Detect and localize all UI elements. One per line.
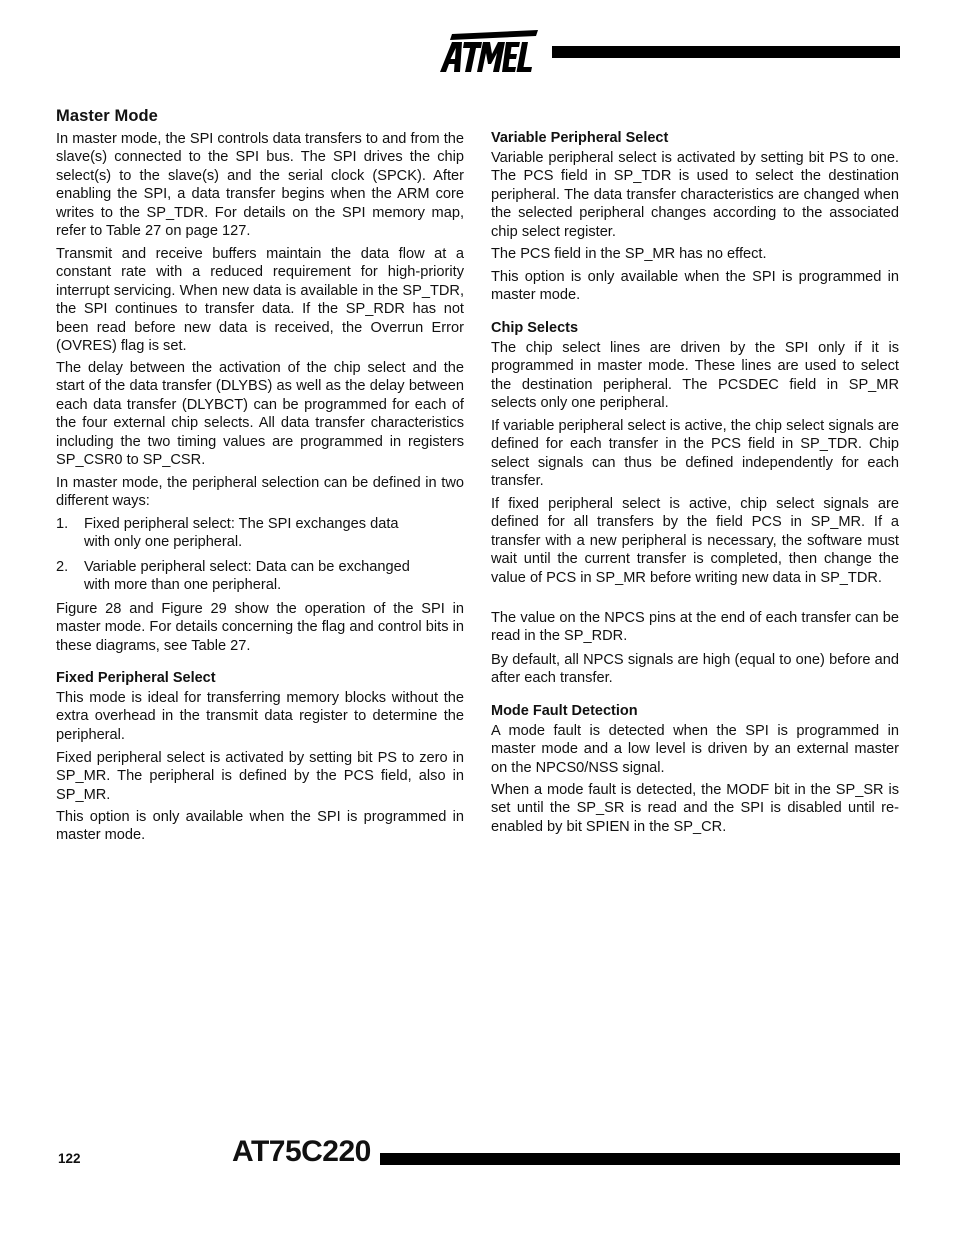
paragraph: Transmit and receive buffers maintain the data flow at a constant rate with a reduced requirement for high-priority interrupt servicing. When new data is available in the SP_TDR, the SPI continues to transfer data. If the SP_RDR has not been read before new data is received, the Overrun Error (OVRES) flag is set.	[56, 246, 464, 355]
paragraph: Variable peripheral select is activated by setting bit PS to one. The PCS field in SP_TDR is used to select the destination peripheral. The data transfer characteristics are changed when the selected peripheral changes according to the associated chip select register.	[491, 150, 899, 240]
section-title-master-mode: Master Mode	[56, 107, 158, 125]
footer-rule	[380, 1153, 900, 1165]
list-number: 1.	[56, 516, 69, 532]
paragraph: Fixed peripheral select is activated by setting bit PS to zero in SP_MR. The peripheral is defined by the PCS field, also in SP_MR.	[56, 750, 464, 803]
header-rule	[552, 46, 900, 58]
subheading-mode-fault-detection: Mode Fault Detection	[491, 703, 638, 719]
paragraph: If fixed peripheral select is active, chip select signals are defined for all transfers by the field PCS in SP_MR. If a transfer with a new peripheral is necessary, the software must wait until the current transfer is completed, then change the value of PCS in SP_MR before writing new data in SP_TDR.	[491, 496, 899, 586]
paragraph: This option is only available when the SPI is programmed in master mode.	[491, 269, 899, 304]
paragraph: By default, all NPCS signals are high (equal to one) before and after each transfer.	[491, 652, 899, 687]
paragraph: The value on the NPCS pins at the end of each transfer can be read in the SP_RDR.	[491, 610, 899, 645]
paragraph: Figure 28 and Figure 29 show the operation of the SPI in master mode. For details concerning the flag and control bits in these diagrams, see Table 27.	[56, 601, 464, 654]
list-number: 2.	[56, 559, 69, 575]
paragraph: A mode fault is detected when the SPI is programmed in master mode and a low level is driven by an external master on the NPCS0/NSS signal.	[491, 723, 899, 776]
atmel-logo	[438, 28, 540, 76]
paragraph: When a mode fault is detected, the MODF bit in the SP_SR is set until the SP_SR is read and the SPI is disabled until re-enabled by bit SPIEN in the SP_CR.	[491, 782, 899, 835]
subheading-chip-selects: Chip Selects	[491, 320, 579, 336]
paragraph: The chip select lines are driven by the SPI only if it is programmed in master mode. These lines are used to select the destination peripheral. The PCSDEC field in SP_MR selects only one peripheral.	[491, 340, 899, 412]
paragraph: The PCS field in the SP_MR has no effect.	[491, 246, 767, 262]
subheading-variable-peripheral-select: Variable Peripheral Select	[491, 130, 669, 146]
paragraph: This mode is ideal for transferring memory blocks without the extra overhead in the transmit data register to determine the peripheral.	[56, 690, 464, 743]
page-number: 122	[58, 1151, 81, 1166]
paragraph: In master mode, the peripheral selection can be defined in two different ways:	[56, 475, 464, 510]
subheading-fixed-peripheral-select: Fixed Peripheral Select	[56, 670, 216, 686]
paragraph: In master mode, the SPI controls data transfers to and from the slave(s) connected to the SPI bus. The SPI drives the chip select(s) to the slave(s) and the serial clock (SPCK). After enabling the SPI, a data transfer begins when the ARM core writes to the SP_TDR. For details on the SPI memory map, refer to Table 27 on page 127.	[56, 131, 465, 240]
list-text: Variable peripheral select: Data can be exchanged with more than one peripheral.	[84, 559, 410, 594]
paragraph: This option is only available when the SPI is programmed in master mode.	[56, 809, 464, 844]
paragraph: If variable peripheral select is active, the chip select signals are defined for each transfer in the PCS field in SP_TDR. Chip select signals can thus be defined independently for each transfer.	[491, 418, 899, 490]
document-title: AT75C220	[232, 1135, 371, 1168]
paragraph: The delay between the activation of the chip select and the start of the data transfer (DLYBS) as well as the delay between each data transfer (DLYBCT) can be programmed for each of the four external chip selects. All data transfer characteristics including the two timing values are programmed in registers SP_CSR0 to SP_CSR.	[56, 360, 464, 469]
list-text: Fixed peripheral select: The SPI exchanges data with only one peripheral.	[84, 516, 399, 551]
